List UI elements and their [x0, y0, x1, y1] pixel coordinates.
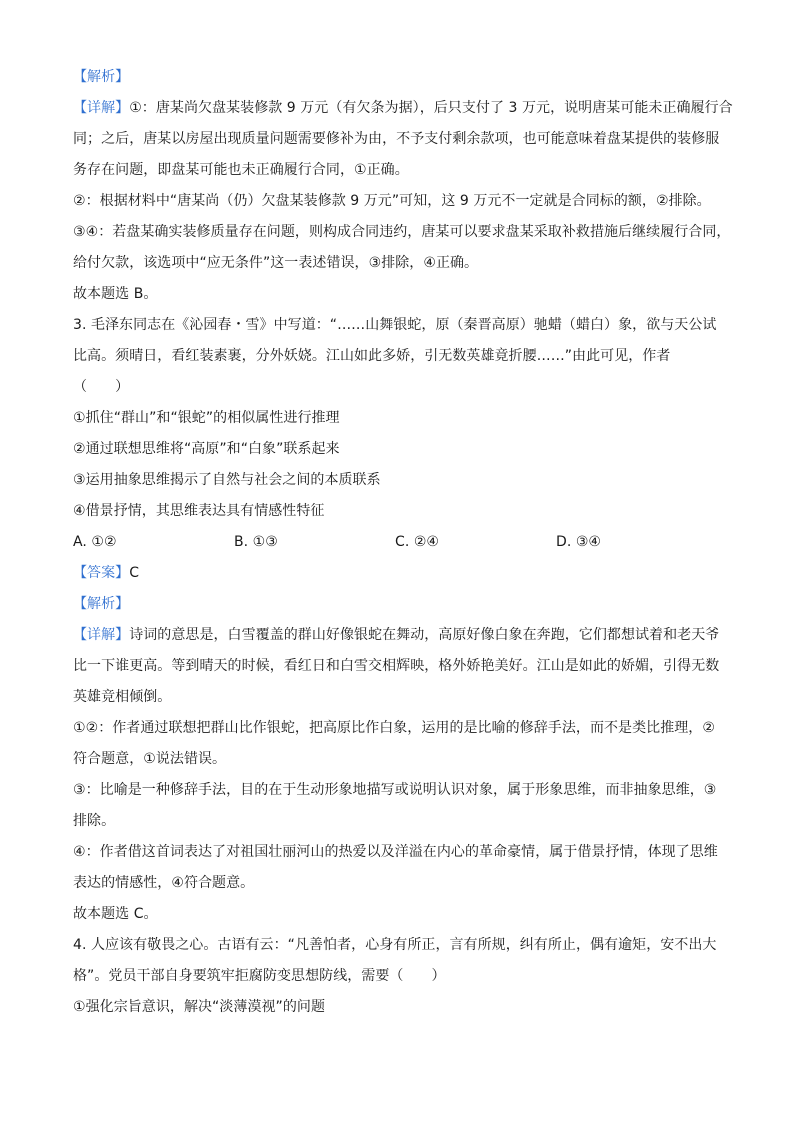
statement-2: ②通过联想思维将“高原”和“白象”联系起来	[73, 441, 340, 457]
choice-c: C. ②④	[395, 534, 440, 550]
question-4-stem: 4. 人应该有敬畏之心。古语有云：“凡善怕者，心身有所正，言有所规，纠有所止，偶有逾矩，安不出大	[73, 937, 717, 953]
section-tag: 【答案】	[73, 565, 130, 581]
choice-b: B. ①③	[234, 534, 278, 550]
statement-1: ①抓住“群山”和“银蛇”的相似属性进行推理	[73, 410, 340, 426]
text-line: 比一下谁更高。等到晴天的时候，看红日和白雪交相辉映，格外娇艳美好。江山是如此的娇媚，引得无数	[73, 658, 720, 674]
text-line: 英雄竞相倾倒。	[73, 689, 172, 705]
statement-1: ①强化宗旨意识，解决“淡薄漠视”的问题	[73, 999, 326, 1015]
statement-3: ③运用抽象思维揭示了自然与社会之间的本质联系	[73, 472, 381, 488]
text-line: 格”。党员干部自身要筑牢拒腐防变思想防线，需要（ ）	[73, 968, 446, 984]
choice-d: D. ③④	[556, 534, 602, 550]
text-line: 【详解】诗词的意思是，白雪覆盖的群山好像银蛇在舞动，高原好像白象在奔跑，它们都想试着和老天爷	[73, 627, 720, 643]
text-line: 排除。	[73, 813, 116, 829]
answer-line: 【答案】C	[73, 565, 140, 581]
text-line: 故本题选 C。	[73, 906, 158, 922]
text-line: ③：比喻是一种修辞手法，目的在于生动形象地描写或说明认识对象，属于形象思维，而非抽象思维，③	[73, 782, 717, 798]
section-tag: 【详解】	[73, 100, 130, 116]
answer-blank: （ ）	[73, 379, 130, 395]
text-line	[73, 595, 733, 613]
choice-a: A. ①②	[73, 534, 117, 550]
text-line: ③④：若盘某确实装修质量存在问题，则构成合同违约，唐某可以要求盘某采取补救措施后继续履行合同，	[73, 224, 731, 240]
text-line: 比高。须晴日，看红装素裹，分外妖娆。江山如此多娇，引无数英雄竟折腰……”由此可见，作者	[73, 348, 671, 364]
question-3-stem: 3. 毛泽东同志在《沁园春・雪》中写道：“……山舞银蛇，原（秦晋高原）驰蜡（蜡白）象，欲与天公试	[73, 317, 717, 333]
text-line: 符合题意，①说法错误。	[73, 751, 227, 767]
text-line: ②：根据材料中“唐某尚（仍）欠盘某装修款 9 万元”可知，这 9 万元不一定就是合同标的额，②排除。	[73, 193, 711, 209]
text-line: 同；之后，唐某以房屋出现质量问题需要修补为由，不予支付剩余款项，也可能意味着盘某提供的装修服	[73, 131, 720, 147]
text-line: ①②：作者通过联想把群山比作银蛇，把高原比作白象，运用的是比喻的修辞手法，而不是类比推理，②	[73, 720, 715, 736]
text-line: 务存在问题，即盘某可能也未正确履行合同，①正确。	[73, 162, 409, 178]
text-line: 给付欠款，该选项中“应无条件”这一表述错误，③排除，④正确。	[73, 255, 479, 271]
section-tag: 【解析】	[73, 596, 130, 612]
statement-4: ④借景抒情，其思维表达具有情感性特征	[73, 503, 325, 519]
text-line: ④：作者借这首词表达了对祖国壮丽河山的热爱以及洋溢在内心的革命豪情，属于借景抒情，体现了思维	[73, 844, 718, 860]
text-line: 【详解】①：唐某尚欠盘某装修款 9 万元（有欠条为据），后只支付了 3 万元，说明唐某可能未正确履行合	[73, 100, 733, 116]
section-tag: 【详解】	[73, 627, 130, 643]
text-line	[73, 68, 733, 86]
text-line: 故本题选 B。	[73, 286, 158, 302]
section-tag: 【解析】	[73, 69, 130, 85]
text-line: 表达的情感性，④符合题意。	[73, 875, 255, 891]
